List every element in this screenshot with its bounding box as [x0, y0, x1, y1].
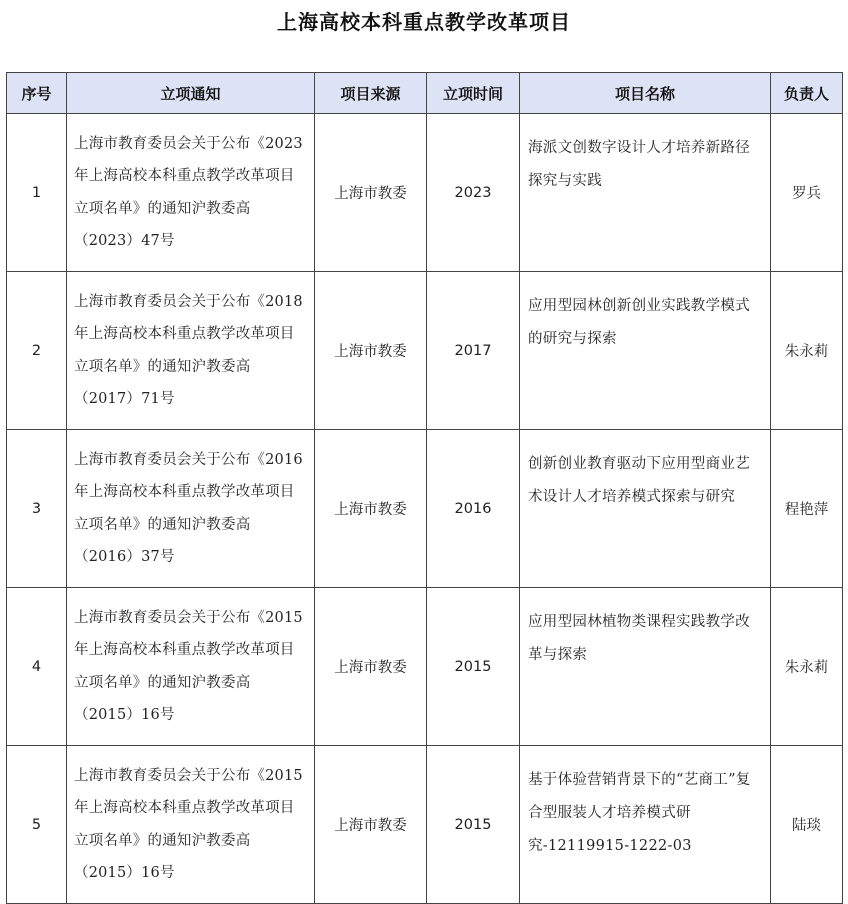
cell-leader: 朱永莉 — [771, 272, 843, 430]
cell-year: 2017 — [427, 272, 520, 430]
cell-project-name — [520, 430, 771, 588]
cell-leader: 程艳萍 — [771, 430, 843, 588]
notice-text: 上海市教育委员会关于公布《2016年上海高校本科重点教学改革项目立项名单》的通知沪教委高（2016）37号 — [74, 451, 303, 565]
cell-year: 2015 — [427, 746, 520, 904]
cell-project-name — [520, 746, 771, 904]
cell-source: 上海市教委 — [315, 430, 427, 588]
project-name-text: 基于体验营销背景下的“艺商工”复合型服装人才培养模式研究-12119915-1222-03 — [528, 772, 751, 854]
cell-leader: 陆琰 — [771, 746, 843, 904]
cell-index: 2 — [7, 272, 67, 430]
cell-leader: 朱永莉 — [771, 588, 843, 746]
cell-notice — [67, 430, 315, 588]
notice-text: 上海市教育委员会关于公布《2023年上海高校本科重点教学改革项目立项名单》的通知沪教委高（2023）47号 — [74, 135, 303, 249]
table-row — [7, 588, 843, 746]
projects-table — [6, 72, 843, 904]
column-header-source: 项目来源 — [315, 73, 427, 114]
table-row — [7, 272, 843, 430]
column-header-year: 立项时间 — [427, 73, 520, 114]
cell-leader: 罗兵 — [771, 114, 843, 272]
cell-source: 上海市教委 — [315, 746, 427, 904]
cell-notice — [67, 114, 315, 272]
cell-project-name — [520, 114, 771, 272]
project-name-text: 海派文创数字设计人才培养新路径探究与实践 — [528, 140, 750, 189]
cell-index: 1 — [7, 114, 67, 272]
column-header-project-name: 项目名称 — [520, 73, 771, 114]
notice-text: 上海市教育委员会关于公布《2015年上海高校本科重点教学改革项目立项名单》的通知沪教委高（2015）16号 — [74, 609, 303, 723]
notice-text: 上海市教育委员会关于公布《2015年上海高校本科重点教学改革项目立项名单》的通知沪教委高（2015）16号 — [74, 767, 303, 881]
cell-year: 2016 — [427, 430, 520, 588]
cell-year: 2023 — [427, 114, 520, 272]
page-title: 上海高校本科重点教学改革项目 — [277, 10, 571, 34]
column-header-leader: 负责人 — [771, 73, 843, 114]
cell-index: 3 — [7, 430, 67, 588]
cell-project-name — [520, 588, 771, 746]
table-header-row — [7, 73, 843, 114]
cell-project-name — [520, 272, 771, 430]
column-header-index: 序号 — [7, 73, 67, 114]
table-row — [7, 430, 843, 588]
cell-source: 上海市教委 — [315, 114, 427, 272]
cell-notice — [67, 272, 315, 430]
notice-text: 上海市教育委员会关于公布《2018年上海高校本科重点教学改革项目立项名单》的通知沪教委高（2017）71号 — [74, 293, 303, 407]
cell-year: 2015 — [427, 588, 520, 746]
cell-notice — [67, 746, 315, 904]
cell-source: 上海市教委 — [315, 588, 427, 746]
project-name-text: 创新创业教育驱动下应用型商业艺术设计人才培养模式探索与研究 — [528, 456, 750, 505]
table-row — [7, 746, 843, 904]
project-name-text: 应用型园林植物类课程实践教学改革与探索 — [528, 614, 750, 663]
project-name-text: 应用型园林创新创业实践教学模式的研究与探索 — [528, 298, 750, 347]
cell-index: 5 — [7, 746, 67, 904]
table-row — [7, 114, 843, 272]
column-header-notice: 立项通知 — [67, 73, 315, 114]
cell-source: 上海市教委 — [315, 272, 427, 430]
cell-index: 4 — [7, 588, 67, 746]
cell-notice — [67, 588, 315, 746]
